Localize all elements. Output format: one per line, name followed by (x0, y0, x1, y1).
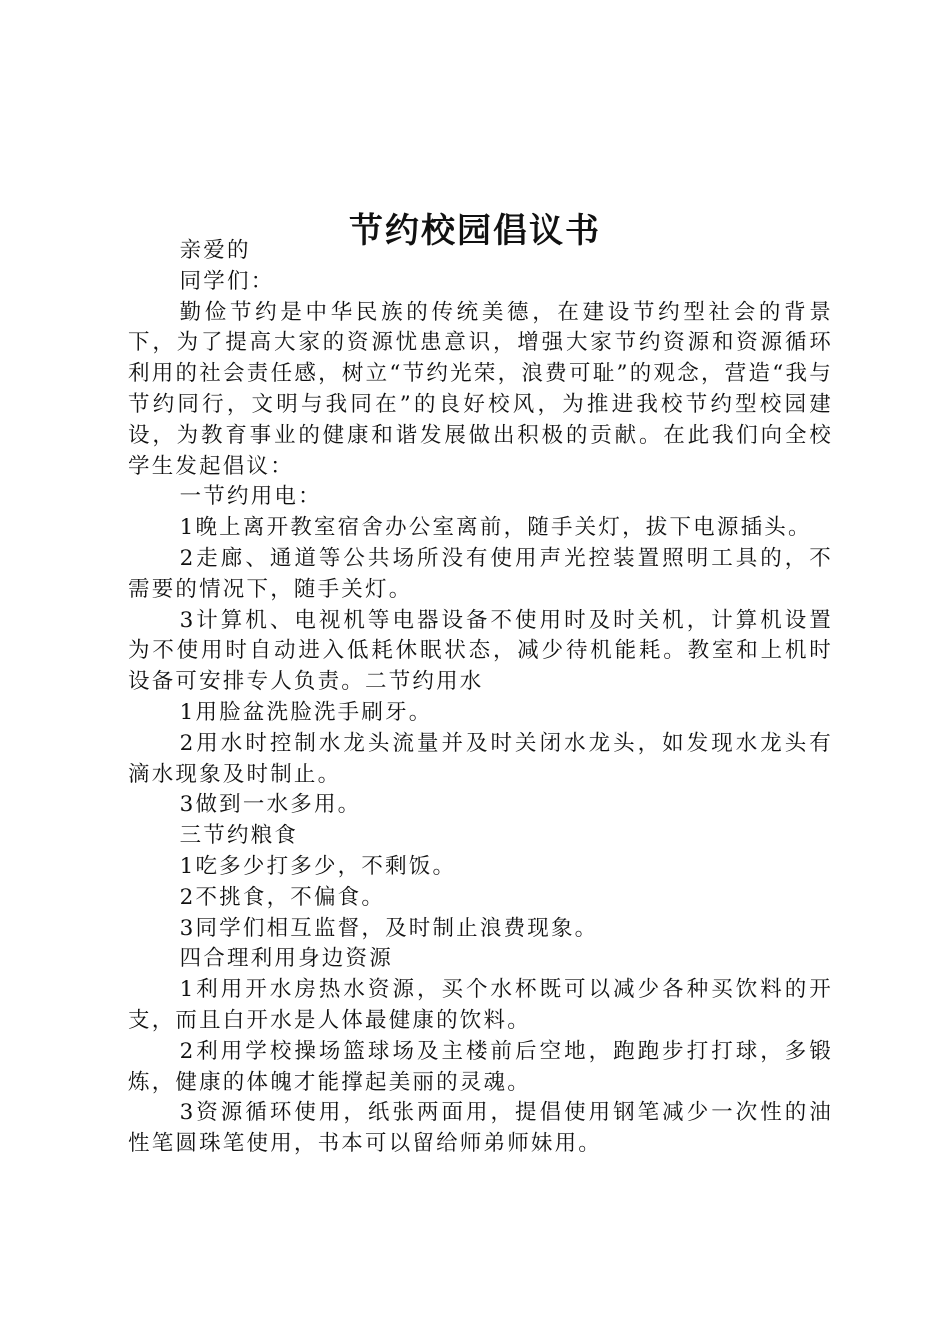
resources-item-1: 1利用开水房热水资源，买个水杯既可以减少各种买饮料的开支，而且白开水是人体最健康的饮料。 (128, 977, 833, 1033)
electricity-item-1: 1晚上离开教室宿舍办公室离前，随手关灯，拔下电源插头。 (179, 515, 812, 541)
food-item-1: 1吃多少打多少，不剩饭。 (179, 853, 457, 879)
water-item-2: 2用水时控制水龙头流量并及时关闭水龙头，如发现水龙头有滴水现象及时制止。 (128, 730, 833, 787)
electricity-item-2: 2走廊、通道等公共场所没有使用声光控装置照明工具的，不需要的情况下，随手关灯。 (128, 545, 833, 602)
electricity-item-3: 3计算机、电视机等电器设备不使用时及时关机，计算机设置为不使用时自动进入低耗休眠状态，减少待机能耗。教室和上机时设备可安排专人负责。二节约用水 (128, 607, 833, 695)
food-item-3: 3同学们相互监督，及时制止浪费现象。 (179, 915, 599, 941)
water-item-3: 3做到一水多用。 (179, 792, 362, 818)
section-heading-food: 三节约粮食 (179, 823, 299, 849)
resources-item-3: 3资源循环使用，纸张两面用，提倡使用钢笔减少一次性的油性笔圆珠笔使用，书本可以留给师弟师妹用。 (128, 1100, 833, 1157)
salutation-line-1: 亲爱的 (179, 238, 251, 263)
intro-paragraph: 勤俭节约是中华民族的传统美德，在建设节约型社会的背景下，为了提高大家的资源忧患意识，增强大家节约资源和资源循环利用的社会责任感，树立“节约光荣，浪费可耻”的观念，营造“我与节约同行，文明与我同在”的良好校风，为推进我校节约型校园建设，为教育事业的健康和谐发展做出积极的贡献。在此我们向全校学生发起倡议： (128, 299, 833, 479)
salutation-line-2: 同学们： (179, 268, 275, 294)
resources-item-2: 2利用学校操场篮球场及主楼前后空地，跑跑步打打球，多锻炼，健康的体魄才能撑起美丽的灵魂。 (128, 1038, 833, 1095)
section-heading-resources: 四合理利用身边资源 (179, 946, 393, 972)
document-body (128, 236, 833, 1160)
section-heading-electricity: 一节约用电： (179, 484, 322, 510)
water-item-1: 1用脸盆洗脸洗手刷牙。 (179, 699, 433, 725)
document-title: 节约校园倡议书 (349, 210, 601, 251)
food-item-2: 2不挑食，不偏食。 (179, 884, 386, 910)
